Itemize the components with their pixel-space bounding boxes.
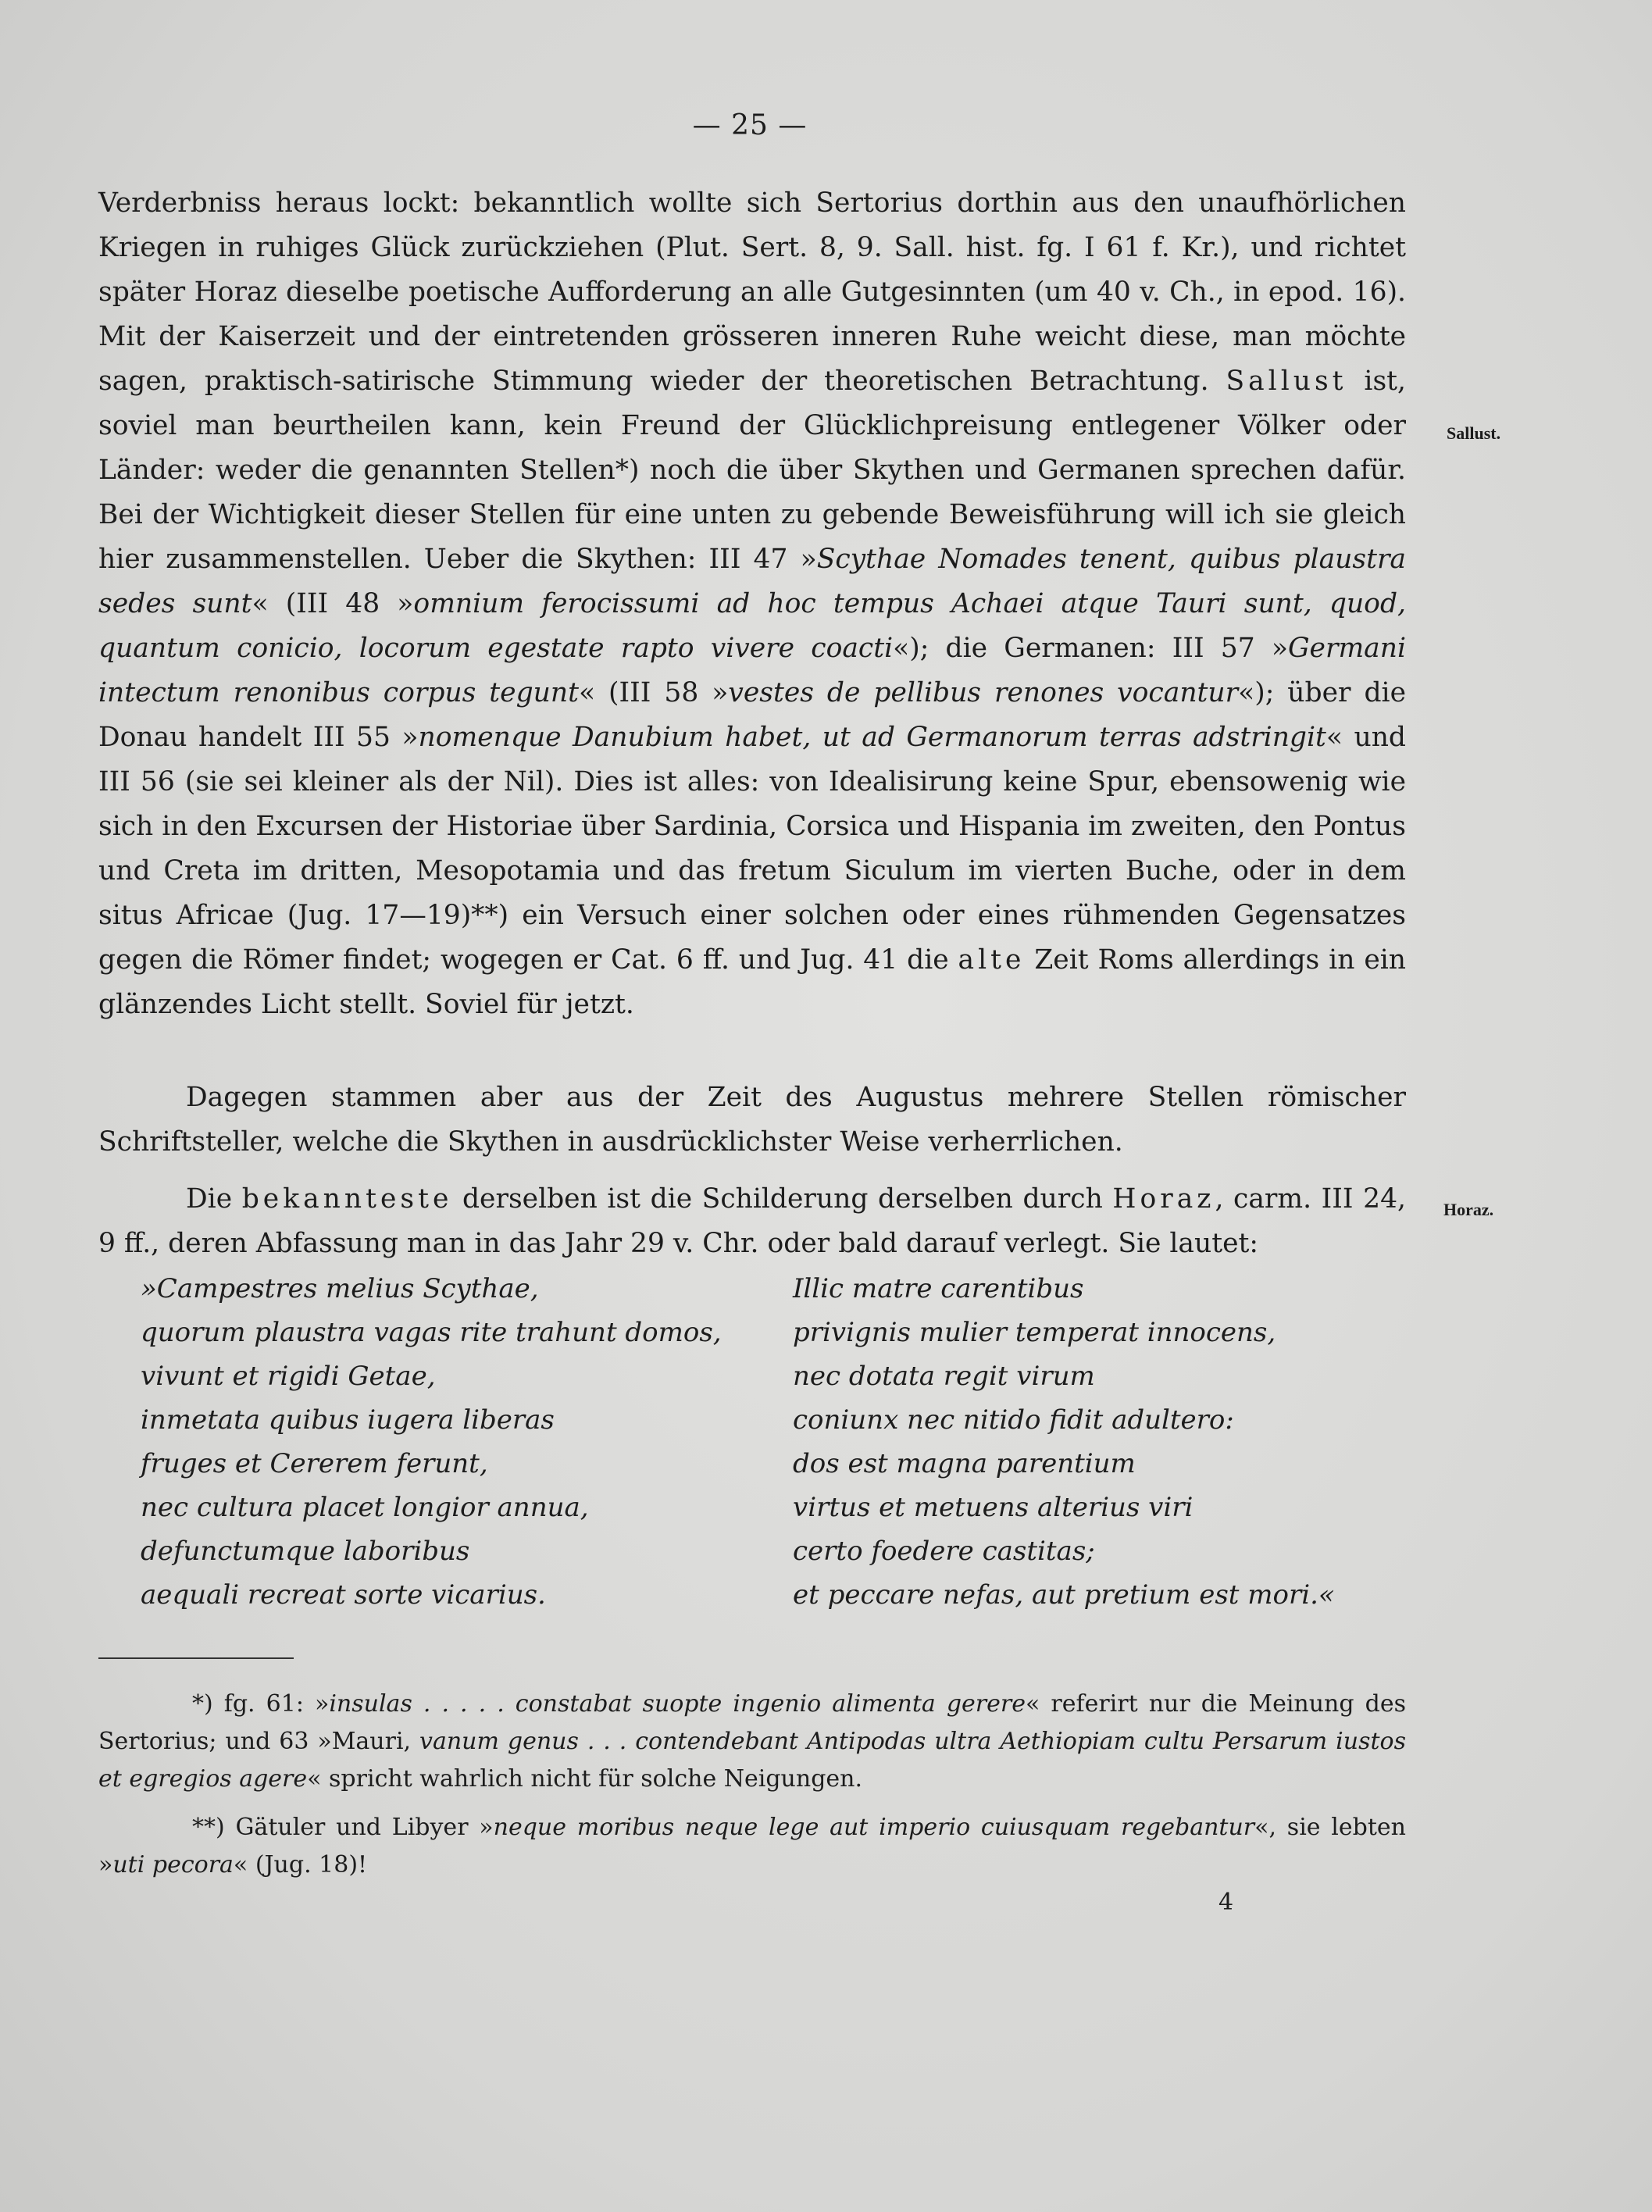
quote: neque moribus neque lege aut imperio cuiusquam regebantur — [493, 1814, 1255, 1841]
margin-note-horaz: Horaz. — [1443, 1200, 1494, 1219]
text: derselben ist die Schilderung derselben durch — [452, 1183, 1113, 1215]
poem-line: quorum plaustra vagas rite trahunt domos, — [141, 1317, 722, 1348]
poem-line: privignis mulier temperat innocens, — [793, 1317, 1276, 1348]
poem-column-right — [793, 1267, 1335, 1617]
quote-germanen-1: Germani intectum renonibus corpus tegunt — [98, 633, 1406, 708]
text: Verderbniss heraus lockt: bekanntlich wollte sich Sertorius dorthin aus den unaufhörlichen Kriegen in ruhiges Glück zurückziehen (Plut. Sert. 8, 9. Sall. hist. fg. I 61 f. Kr.), und richtet später Horaz dieselbe poetische Aufforderung an alle Gutgesinnten (um 40 v. Ch., in epod. 16). Mit der Kaiserzeit und der eintretenden grösseren inneren Ruhe weicht diese, man möchte sagen, praktisch-satirische Stimmung wieder der theoretischen Betrachtung. — [98, 187, 1406, 397]
quote: uti pecora — [112, 1851, 234, 1878]
poem-line: fruges et Cererem ferunt, — [141, 1448, 488, 1479]
quote-donau: nomenque Danubium habet, ut ad Germanorum terras adstringit — [418, 722, 1326, 753]
quote-skythen-2: omnium ferocissumi ad hoc tempus Achaei atque Tauri sunt, quod, quantum conicio, locorum egestate rapto vivere coacti — [98, 588, 1406, 664]
text: « und III 56 (sie sei kleiner als der Nil). Dies ist alles: von Idealisirung keine Spur, ebensowenig wie sich in den Excursen der Historiae über Sardinia, Corsica und Hispania im zweiten, den Pontus und Creta im dritten, Mesopotamia und das fretum Siculum im vierten Buche, oder in dem situs Africae (Jug. 17—19)**) ein Versuch einer solchen oder eines rühmenden Gegensatzes gegen die Römer findet; wogegen er Cat. 6 ff. und Jug. 41 die — [98, 722, 1406, 976]
page-number: — 25 — — [692, 109, 808, 141]
spaced-horaz: Horaz — [1112, 1183, 1215, 1215]
footnote-divider — [98, 1657, 294, 1659]
text: *) fg. 61: » — [192, 1690, 330, 1718]
poem-line: aequali recreat sorte vicarius. — [141, 1579, 546, 1611]
poem-line: virtus et metuens alterius viri — [793, 1492, 1194, 1523]
paragraph-augustus — [98, 1076, 1406, 1165]
poem-line: nec cultura placet longior annua, — [141, 1492, 589, 1523]
poem-line: defunctumque laboribus — [141, 1536, 470, 1567]
footnote-2 — [98, 1809, 1406, 1884]
poem-line: et peccare nefas, aut pretium est mori.« — [793, 1579, 1335, 1611]
text: «, sie lebten » — [98, 1814, 1406, 1878]
quote: insulas . . . . . constabat suopte ingenio alimenta gerere — [329, 1690, 1026, 1718]
footnotes — [98, 1686, 1406, 1895]
paragraph-horaz — [98, 1177, 1406, 1266]
spaced-bekannteste: bekannteste — [241, 1183, 453, 1215]
quote-skythen-1: Scythae Nomades tenent, quibus plaustra sedes sunt — [98, 544, 1407, 619]
margin-note-sallust: Sallust. — [1447, 423, 1501, 443]
poem-column-left — [141, 1267, 793, 1617]
poem-line: inmetata quibus iugera liberas — [141, 1404, 555, 1436]
poem-line: Illic matre carentibus — [793, 1273, 1084, 1304]
text: « (III 58 » — [578, 677, 729, 708]
poem-line: certo foedere castitas; — [793, 1536, 1095, 1567]
spaced-alte: alte — [958, 944, 1026, 976]
poem-line: nec dotata regit virum — [793, 1361, 1095, 1392]
poem-line: »Campestres melius Scythae, — [141, 1273, 539, 1304]
signature-mark: 4 — [1218, 1889, 1234, 1916]
text: « (Jug. 18)! — [233, 1851, 368, 1878]
text: «); die Germanen: III 57 » — [893, 633, 1288, 664]
poem-line: dos est magna parentium — [793, 1448, 1136, 1479]
text: ist, soviel man beurtheilen kann, kein Freund der Glücklichpreisung entlegener Völker oder Länder: weder die genannten Stellen*) noch die über Skythen und Germanen sprechen dafür. Bei der Wichtigkeit dieser Stellen für eine unten zu gebende Beweisführung will ich sie gleich hier zusammenstellen. Ueber die Skythen: III 47 » — [98, 366, 1406, 575]
text: Zeit Roms allerdings in ein glänzendes Licht stellt. Soviel für jetzt. — [98, 944, 1406, 1020]
poem-line: coniunx nec nitido fidit adultero: — [793, 1404, 1234, 1436]
text: « (III 48 » — [252, 588, 414, 619]
text: « referirt nur die Meinung des Sertorius; und 63 »Mauri, — [98, 1690, 1406, 1755]
text: Die — [186, 1183, 242, 1215]
paragraph-sallust — [98, 181, 1406, 1027]
text: « spricht wahrlich nicht für solche Neigungen. — [307, 1765, 863, 1793]
footnote-1 — [98, 1686, 1406, 1798]
text: **) Gätuler und Libyer » — [192, 1814, 494, 1841]
quote-germanen-2: vestes de pellibus renones vocantur — [728, 677, 1239, 708]
spaced-name-sallust: Sallust — [1226, 366, 1347, 397]
quote: vanum genus . . . contendebant Antipodas ultra Aethiopiam cultu Persarum iustos et egregios agere — [98, 1728, 1406, 1793]
text: , carm. III 24, 9 ff., deren Abfassung man in das Jahr 29 v. Chr. oder bald darauf verlegt. Sie lautet: — [98, 1183, 1406, 1259]
poem-line: vivunt et rigidi Getae, — [141, 1361, 436, 1392]
text: «); über die Donau handelt III 55 » — [98, 677, 1406, 753]
paragraph-text: Dagegen stammen aber aus der Zeit des Augustus mehrere Stellen römischer Schriftsteller, welche die Skythen in ausdrücklichster Weise verherrlichen. — [98, 1082, 1406, 1158]
poem-quotation — [141, 1267, 1422, 1617]
